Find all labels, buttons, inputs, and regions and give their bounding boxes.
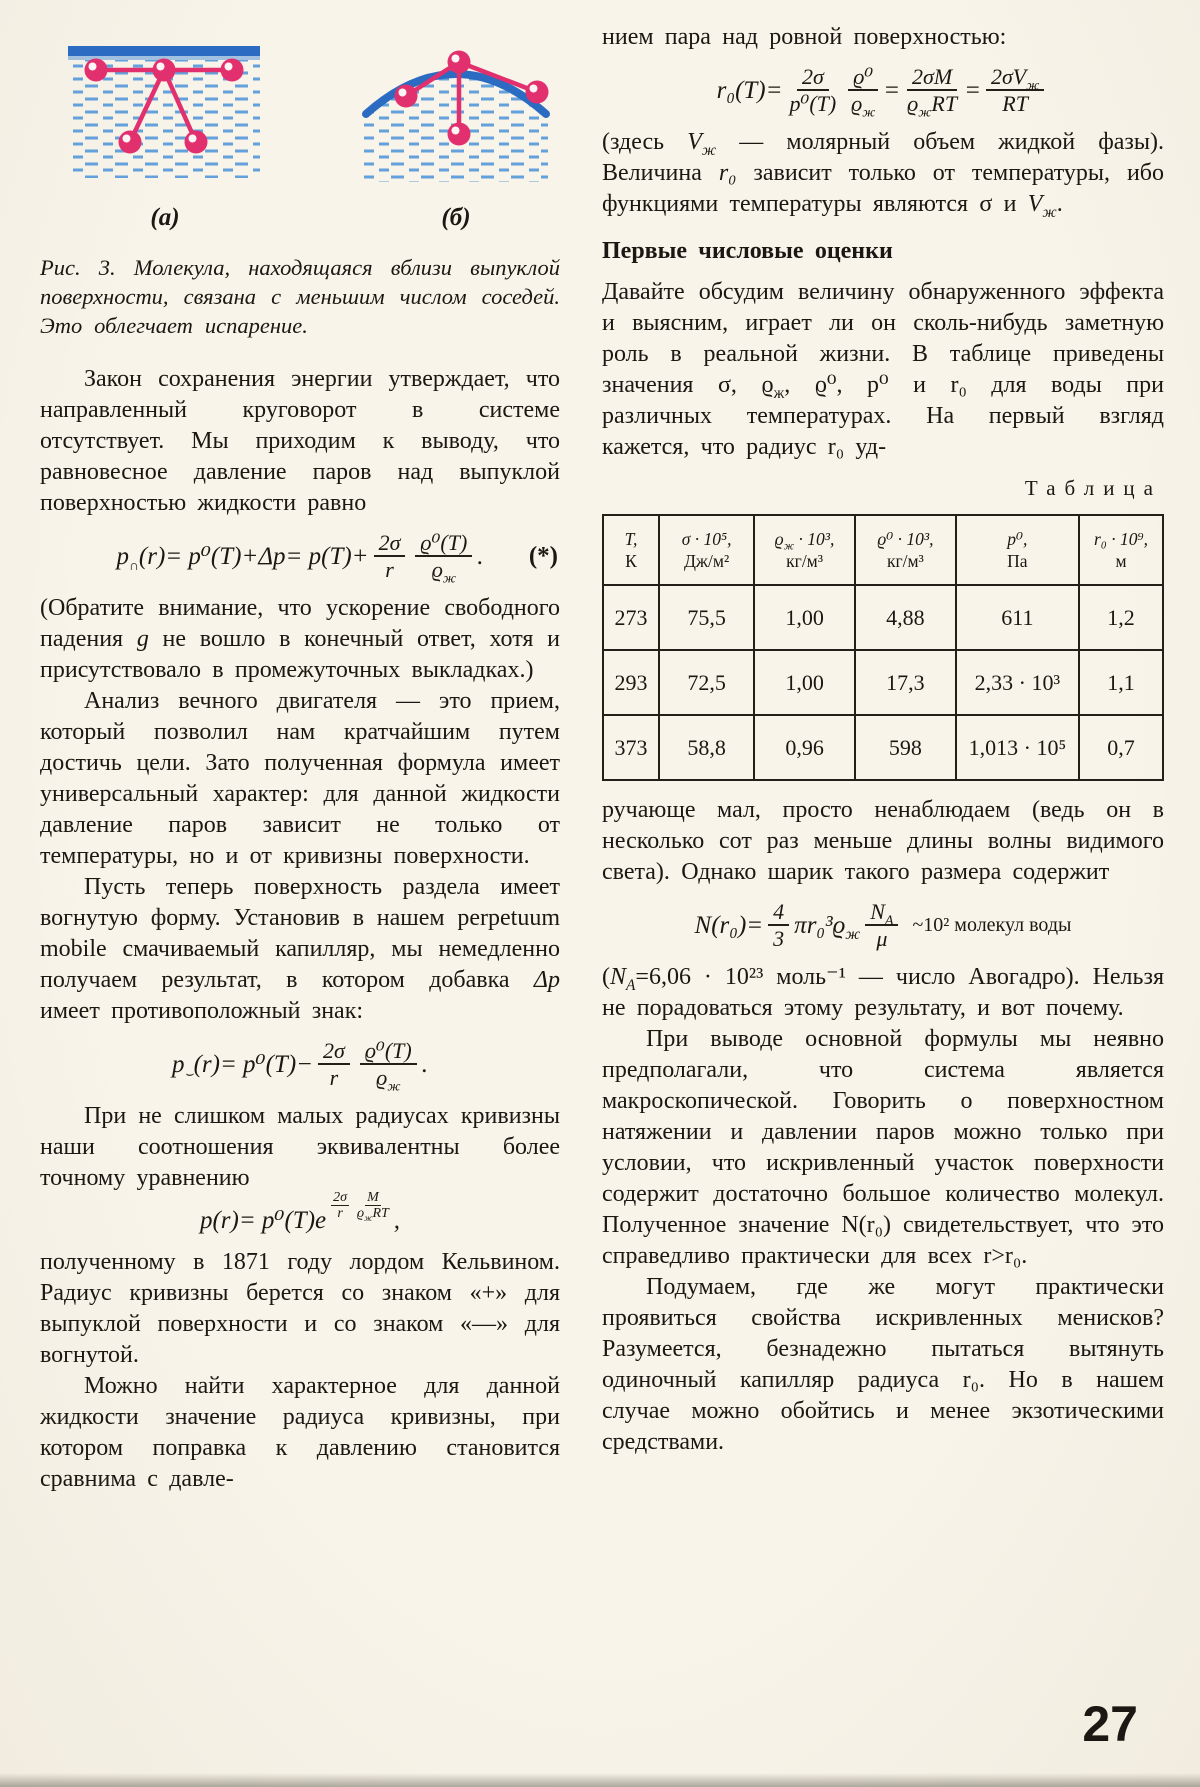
formula-tail: ~10² молекул воды — [912, 913, 1072, 936]
paragraph-continuation: нием пара над ровной поверхностью: — [602, 24, 1007, 50]
scan-edge-shadow — [0, 1773, 1200, 1787]
latin-phrase: perpetuum mobile — [40, 905, 560, 962]
page-number: 27 — [1082, 1696, 1138, 1752]
variable-delta-p: Δp — [533, 967, 560, 993]
fraction: $\frac{\text{ϱ⁰(T)}}{ϱ_ж}$ — [415, 530, 472, 582]
paragraph-discuss-effect: Давайте обсудим величину обнаруженного эффекта и выясним, играет ли он сколь-нибудь заметную роль в реальной жизни. В таблице приведены значения σ, $ϱ_ж$, ϱ⁰, p⁰ и r₀ для воды при различных температурах. На первый взгляд кажется, что радиус r₀ уд- — [602, 279, 1164, 460]
variable-v-zh: $V_ж$ — [1027, 191, 1057, 221]
col-header-rho-liquid: $ϱ_ж \cdot 10^3$, кг/м³ — [754, 515, 855, 585]
formula-lhs: $p_⌣(r)= p^0(T)-$ — [172, 1050, 314, 1081]
paragraph-perpetuum-analysis: Анализ вечного двигателя — это прием, который позволил нам кратчайшим путем достичь цели. Зато полученная формула имеет универсальный характер: для данной жидкости давление паров зависит не только от температуры, но и от кривизны поверхности. — [40, 688, 560, 869]
figure-panel-b — [360, 30, 552, 231]
formula-convex-vapor-pressure: $p_\cap(r)= p^0(T)+\Delta p= p(T)+$ $\frac{2\sigma}{r}$ $\frac{\text{ϱ⁰(T)}}{ϱ_ж}$ . (*) — [116, 530, 558, 587]
formula-lhs: $p_\cap(r)= p^0(T)+\Delta p= p(T)+$ — [116, 542, 369, 573]
fraction: $\frac{N_А}{\mu}$ — [865, 899, 898, 951]
table-row: 273 75,5 1,00 4,88 611 1,2 — [603, 585, 1163, 650]
table-header-row — [603, 515, 1163, 585]
right-column — [602, 22, 1164, 1458]
col-header-rho-vapor: ϱ⁰ · 10³, кг/м³ — [855, 515, 956, 585]
molecules-flat-surface-illustration — [54, 30, 276, 192]
paragraph-macroscopic-assumption: При выводе основной формулы мы неявно предполагали, что система является макроскопической. Говорить о поверхностном натяжении и давлении паров можно только при условии, что искривленный участок поверхности содержит достаточно большое количество молекул. Полученное значение N(r₀) свидетельствует, что это справедливо практически для всех r>r₀. — [602, 1026, 1164, 1269]
fraction: $\frac{2\sigma}{r}$ — [333, 1190, 348, 1221]
paragraph-characteristic-radius: Можно найти характерное для данной жидкости значение радиуса кривизны, при котором поправка к давлению становится сравнима с давле- — [40, 1373, 560, 1492]
fraction: $\frac{2\sigma}{r}$ — [374, 530, 406, 582]
col-header-pressure: p⁰, Па — [956, 515, 1079, 585]
col-header-sigma: σ · 10⁵, Дж/м² — [659, 515, 754, 585]
variable-g: g — [136, 626, 149, 652]
formula-r0-definition: r₀(T)= $\frac{2\sigma}{\text{p⁰(T)}}$ $\frac{\text{ϱ⁰}}{ϱ_ж}$ = $\frac{2\sigma M}{ϱ_жRT}$ = $\frac{2\sigma V_ж}{RT}$ — [602, 64, 1164, 116]
formula-middle: $\pi r_0^3ϱ_ж$ — [794, 911, 861, 943]
paragraph-energy-conservation: Закон сохранения энергии утверждает, что направленный круговорот в системе отсутствует. Мы приходим к выводу, что равновесное давление паров над выпуклой поверхностью жидкости равно — [40, 366, 560, 516]
exponent — [328, 1190, 394, 1221]
figure-panel-a — [54, 30, 276, 231]
molecules-convex-surface-illustration — [360, 30, 552, 192]
paragraph-concave-surface: Пусть теперь поверхность раздела имеет вогнутую форму. Установив в нашем perpetuum mobile смачиваемый капилляр, мы немедленно получаем результат, в котором добавка Δp имеет противоположный знак: — [40, 874, 560, 1024]
col-header-r0: r₀ · 10⁹, м — [1079, 515, 1163, 585]
figure-caption: Рис. 3. Молекула, находящаяся вблизи выпуклой поверхности, связана с меньшим числом соседей. Это облегчает испарение. — [40, 255, 560, 338]
left-column — [40, 26, 560, 1495]
section-heading-numeric-estimates: Первые числовые оценки — [602, 238, 893, 264]
paragraph-kelvin-1871: полученному в 1871 году лордом Кельвином. Радиус кривизны берется со знаком «+» для выпуклой поверхности и со знаком «—» для вогнутой. — [40, 1249, 560, 1368]
fraction: $\frac{2\sigma}{\text{p⁰(T)}}$ — [789, 64, 837, 116]
equation-tag: (*) — [528, 542, 558, 570]
table-row: 373 58,8 0,96 598 1,013 · 10⁵ 0,7 — [603, 715, 1163, 780]
formula-molecule-count: N(r₀)= $\frac{4}{3}$ $\pi r_0^3ϱ_ж$ $\frac{N_А}{\mu}$ ~10² молекул воды — [694, 899, 1072, 951]
variable-v-zh: $V_ж$ — [687, 129, 717, 159]
figure-label-a: (а) — [150, 204, 180, 231]
col-header-temperature: T, К — [603, 515, 659, 585]
fraction: $\frac{2\sigma V_ж}{RT}$ — [986, 64, 1044, 116]
variable-r0: r₀ — [718, 160, 737, 186]
subscript-zh: ж — [773, 384, 785, 402]
paragraph-curved-menisci: Подумаем, где же могут практически проявиться свойства искривленных менисков? Разумеется, безнадежно пытаться вытянуть одиночный капилляр радиуса r₀. Но в нашем случае можно обойтись и менее экзотическими средствами. — [602, 1274, 1164, 1455]
table-row: 293 72,5 1,00 17,3 2,33 · 10³ 1,1 — [603, 650, 1163, 715]
paragraph-unobservable: ручающе мал, просто ненаблюдаем (ведь он в несколько сот раз меньше длины волны видимого света). Однако шарик такого размера содержит — [602, 797, 1164, 885]
variable-na: $N_А$ — [610, 964, 636, 994]
paragraph-avogadro: ($N_А=6,06 \cdot 10^{23}$ моль⁻¹ — число Авогадро). Нельзя не порадоваться этому результату, и вот почему. — [602, 964, 1164, 1021]
paragraph-small-radii: При не слишком малых радиусах кривизны наши соотношения эквивалентны более точному уравнению — [40, 1103, 560, 1191]
fraction: $\frac{\text{ϱ⁰(T)}}{ϱ_ж}$ — [360, 1038, 417, 1090]
fraction: $\frac{4}{3}$ — [768, 899, 789, 951]
figure-label-b: (б) — [441, 204, 471, 231]
fraction: $\frac{M}{ϱ_жRT}$ — [357, 1190, 389, 1223]
paragraph-note-g: (Обратите внимание, что ускорение свободного падения g не вошло в конечный ответ, хотя и присутствовало в промежуточных выкладках.) — [40, 595, 560, 683]
table-label: Таблица — [1024, 476, 1162, 500]
fraction: $\frac{\text{ϱ⁰}}{ϱ_ж}$ — [848, 64, 878, 116]
paragraph-molar-volume: (здесь $V_ж$ — молярный объем жидкой фазы). Величина r₀ зависит только от температуры, ибо функциями температуры являются σ и $V_ж$. — [602, 129, 1165, 221]
figure-ris3 — [40, 26, 560, 231]
water-properties-table — [602, 514, 1164, 781]
fraction: $\frac{2\sigma}{r}$ — [318, 1038, 350, 1090]
fraction: $\frac{2\sigma M}{ϱ_жRT}$ — [907, 64, 958, 121]
formula-concave-vapor-pressure: $p_⌣(r)= p^0(T)-$ $\frac{2\sigma}{r}$ $\frac{\text{ϱ⁰(T)}}{ϱ_ж}$ . — [172, 1038, 428, 1095]
formula-kelvin-equation: p(r)= p⁰(T)e $^{\frac{2\sigma}{r} \frac{M}{ϱ_жRT}}$ , — [199, 1190, 401, 1234]
